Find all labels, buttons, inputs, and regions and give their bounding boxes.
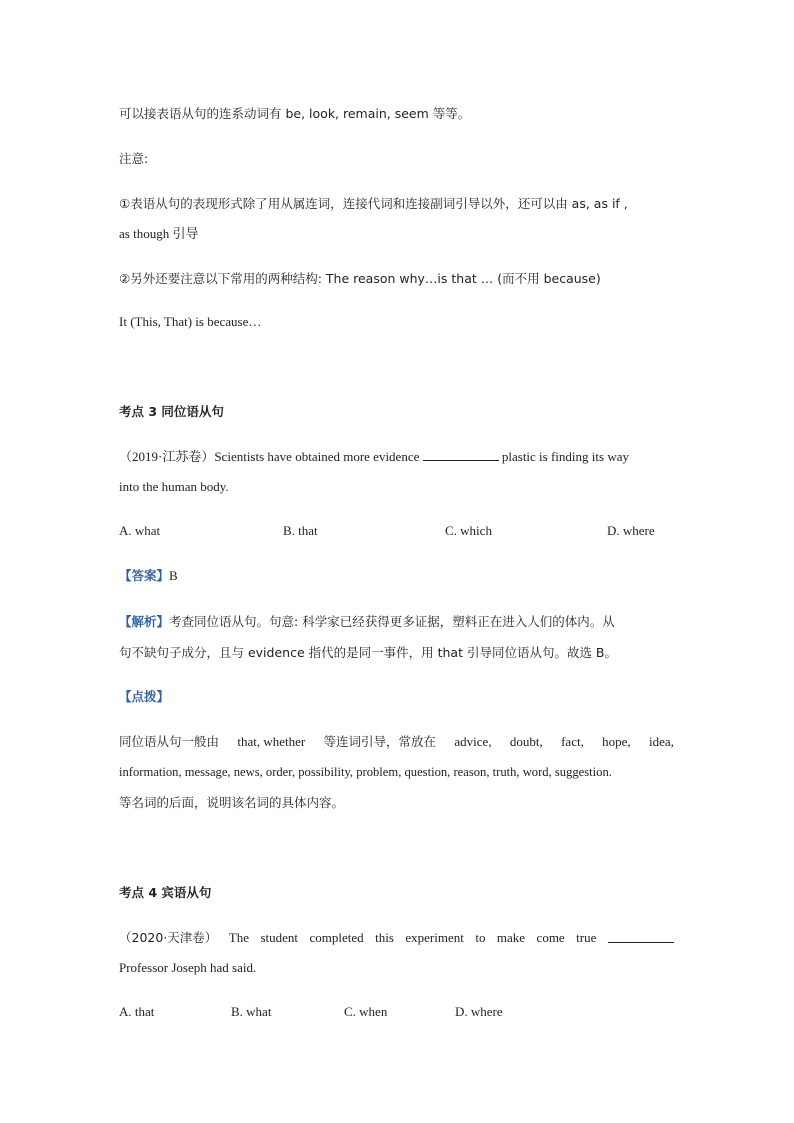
analysis-line-a (119, 614, 615, 630)
tip-word: doubt, (509, 734, 543, 749)
question-3-text-after: plastic is finding its way (501, 449, 629, 464)
tip-word: 同位语从句一般由 (119, 734, 220, 749)
tip-tag: 【点拨】 (119, 689, 170, 704)
question-3-text-before: （2019·江苏卷）Scientists have obtained more evidence (119, 449, 420, 464)
question-word: completed (309, 930, 364, 945)
tip-line (119, 689, 169, 705)
answer-blank (608, 930, 674, 943)
answer-value: B (169, 568, 178, 583)
option-d: D. where (455, 1004, 503, 1019)
option-b: B. that (283, 523, 318, 538)
tip-line-b: information, message, news, order, possibility, problem, question, reason, truth, word, suggestion. (119, 765, 612, 779)
answer-tag: 【答案】 (119, 568, 170, 583)
note-1-line-b: as though 引导 (119, 226, 199, 241)
option-c: C. when (344, 1004, 388, 1019)
note-label: 注意: (119, 151, 149, 166)
answer-line (119, 568, 178, 584)
tip-word: 等连词引导，常放在 (323, 734, 437, 749)
intro-line: 可以接表语从句的连系动词有 be, look, remain, seem 等等。 (119, 106, 471, 121)
option-c: C. which (445, 523, 492, 538)
tip-line-c: 等名词的后面，说明该名词的具体内容。 (119, 795, 345, 810)
question-word: student (260, 930, 299, 945)
analysis-line-b: 句不缺句子成分，且与 evidence 指代的是同一事件，用 that 引导同位语从句。故选 B。 (119, 645, 617, 660)
option-d: D. where (607, 523, 655, 538)
section-4-heading: 考点 4 宾语从句 (119, 885, 212, 900)
tip-word: idea, (649, 734, 674, 749)
answer-blank (423, 448, 499, 461)
question-word: this (375, 930, 394, 945)
note-3: It (This, That) is because… (119, 314, 262, 329)
question-3-line-a (119, 448, 629, 465)
question-word: to (475, 930, 486, 945)
tip-word: that, whether (237, 734, 306, 749)
note-1-line-a: ①表语从句的表现形式除了用从属连词，连接代词和连接副词引导以外，还可以由 as, as if , (119, 196, 628, 211)
tip-word: fact, (561, 734, 584, 749)
question-word: make (496, 930, 526, 945)
tip-word: hope, (602, 734, 631, 749)
question-3-line-b: into the human body. (119, 479, 229, 494)
option-b: B. what (231, 1004, 272, 1019)
option-a: A. that (119, 1004, 155, 1019)
question-4-line-b: Professor Joseph had said. (119, 960, 257, 975)
question-word: come (536, 930, 565, 945)
question-4-line-a (119, 930, 674, 946)
note-2: ②另外还要注意以下常用的两种结构: The reason why…is that … (而不用 because) (119, 271, 601, 286)
tip-word: advice, (454, 734, 492, 749)
analysis-tag: 【解析】 (119, 614, 170, 629)
question-word: （2020·天津卷） (119, 930, 218, 945)
question-word: The (228, 930, 249, 945)
question-word: experiment (405, 930, 464, 945)
question-word: true (576, 930, 597, 945)
section-3-heading: 考点 3 同位语从句 (119, 404, 224, 419)
option-a: A. what (119, 523, 161, 538)
tip-line-a (119, 734, 674, 750)
analysis-text-a: 考查同位语从句。句意: 科学家已经获得更多证据，塑料正在进入人们的体内。从 (169, 614, 615, 629)
